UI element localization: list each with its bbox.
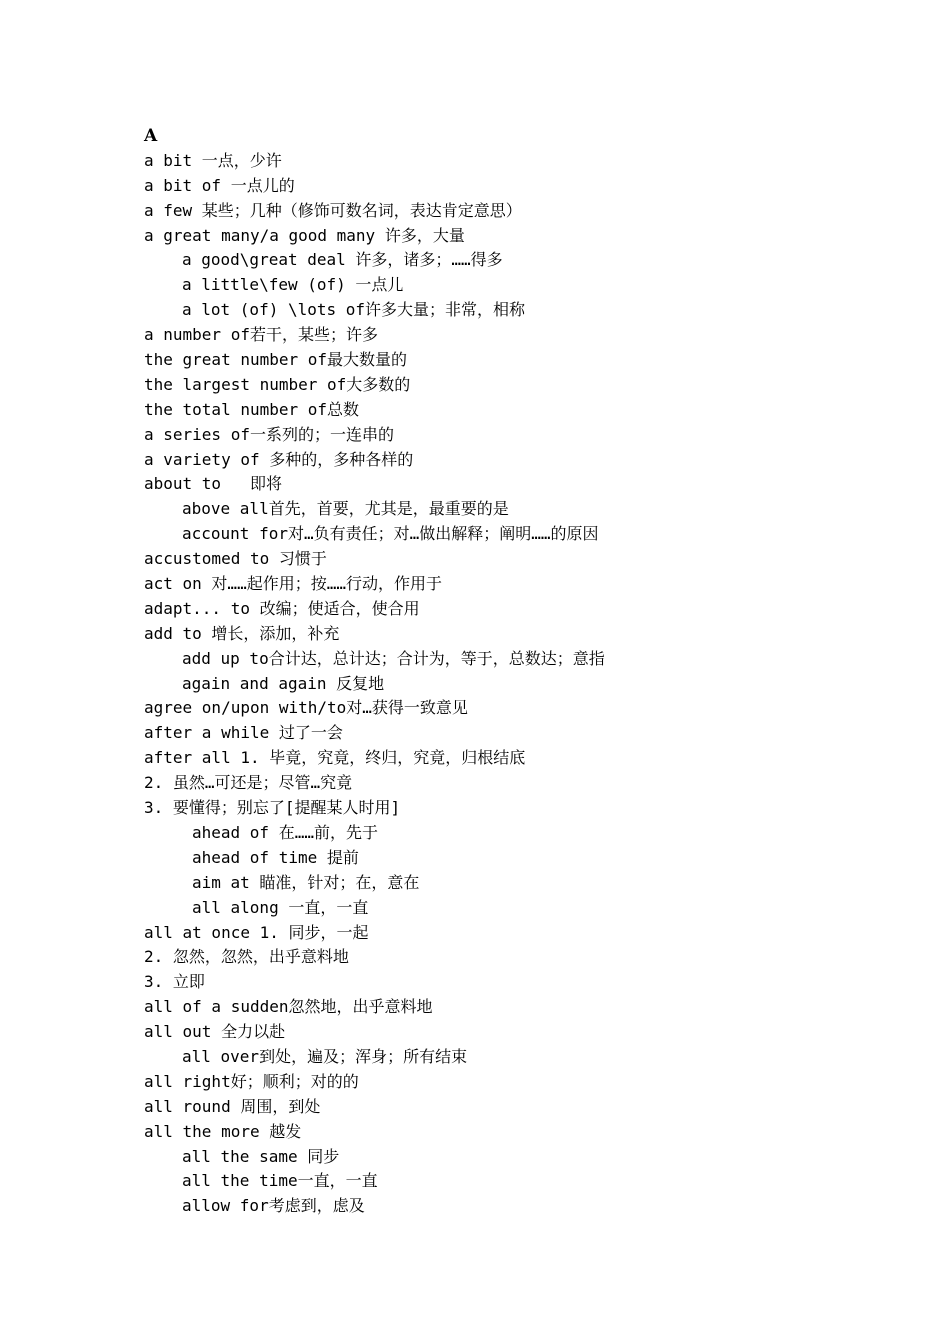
entry-line: 2. 虽然…可还是；尽管…究竟 [144,773,353,793]
entry-line: after a while 过了一会 [144,723,343,743]
entry-line: a number of若干，某些；许多 [144,325,378,345]
entry-line: a good\great deal 许多，诸多；……得多 [182,250,503,270]
entry-line: all out 全力以赴 [144,1022,286,1042]
entry-line: add to 增长，添加，补充 [144,623,340,643]
entry-line: 3. 要懂得；别忘了[提醒某人时用] [144,798,401,818]
entry-list [144,149,904,1219]
entry-line: all right好；顺利；对的的 [144,1071,359,1091]
entry-line: the largest number of大多数的 [144,374,411,394]
entry-line: aim at 瞄准，针对；在，意在 [192,872,420,892]
entry-line: all of a sudden忽然地，出乎意料地 [144,997,433,1017]
entry-line: all the same 同步 [182,1146,340,1166]
entry-line: a great many/a good many 许多，大量 [144,225,465,245]
entry-line: 2. 忽然，忽然，出乎意料地 [144,947,349,967]
entry-line: 3. 立即 [144,972,205,992]
section-heading: A [144,126,158,146]
entry-line: above all首先，首要，尤其是，最重要的是 [182,499,509,519]
entry-line: all along 一直，一直 [192,897,369,917]
entry-line: all at once 1. 同步，一起 [144,922,369,942]
entry-line: all over到处，遍及；浑身；所有结束 [182,1046,468,1066]
entry-line: a bit of 一点儿的 [144,175,295,195]
entry-line: agree on/upon with/to对…获得一致意见 [144,698,468,718]
entry-line: a variety of 多种的，多种各样的 [144,449,414,469]
entry-line: accustomed to 习惯于 [144,549,327,569]
entry-line: after all 1. 毕竟，究竟，终归，究竟，归根结底 [144,748,526,768]
entry-line: act on 对……起作用；按……行动，作用于 [144,574,442,594]
entry-line: about to 即将 [144,474,282,494]
entry-line: a little\few (of) 一点儿 [182,275,404,295]
entry-line: allow for考虑到，虑及 [182,1196,365,1216]
entry-line: account for对…负有责任；对…做出解释；阐明……的原因 [182,524,599,544]
entry-line: a series of一系列的；一连串的 [144,424,394,444]
entry-line: a bit 一点，少许 [144,150,282,170]
entry-line: a lot (of) \lots of许多大量；非常，相称 [182,300,526,320]
entry-line: add up to合计达，总计达；合计为，等于，总数达；意指 [182,648,605,668]
entry-line: a few 某些；几种（修饰可数名词，表达肯定意思） [144,200,522,220]
entry-line: again and again 反复地 [182,673,385,693]
entry-line: the great number of最大数量的 [144,350,408,370]
entry-line: all round 周围，到处 [144,1096,321,1116]
entry-line: all the more 越发 [144,1121,302,1141]
entry-line: adapt... to 改编；使适合，使合用 [144,598,420,618]
entry-line: ahead of 在……前，先于 [192,822,378,842]
entry-line: ahead of time 提前 [192,847,359,867]
entry-line: the total number of总数 [144,399,360,419]
document-page [144,124,904,1219]
entry-line: all the time一直，一直 [182,1171,378,1191]
